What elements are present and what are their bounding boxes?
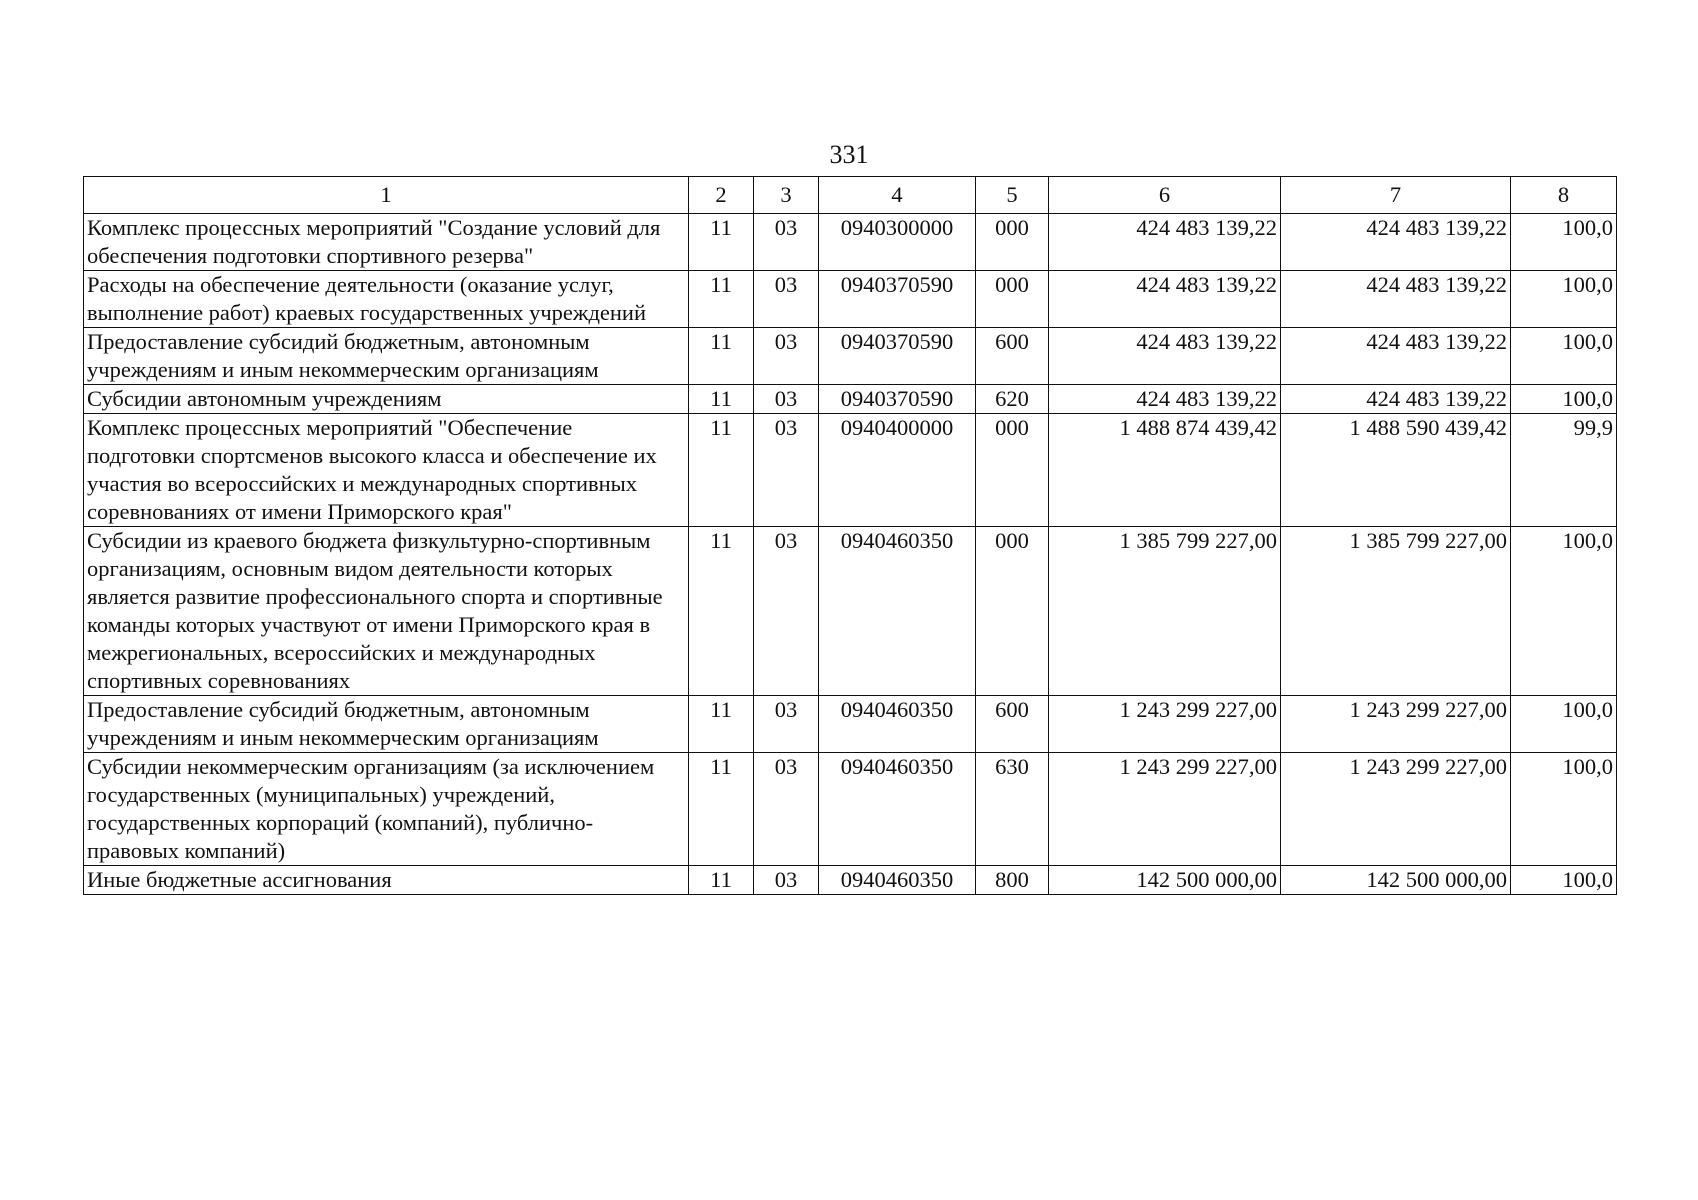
approved-amount-cell: 1 243 299 227,00 [1049,753,1281,866]
subsection-code-cell: 03 [754,328,819,385]
section-code-cell: 11 [689,328,754,385]
target-article-cell: 0940400000 [819,414,976,527]
expense-type-cell: 000 [976,414,1049,527]
table-row [84,696,1617,753]
expense-name-cell: Комплекс процессных мероприятий "Обеспечение подготовки спортсменов высокого класса и обеспечение их участия во всероссийских и международных спортивных соревнованиях от имени Приморского края" [84,414,689,527]
expense-type-cell: 000 [976,527,1049,696]
approved-amount-cell: 424 483 139,22 [1049,214,1281,271]
executed-amount-cell: 424 483 139,22 [1281,214,1511,271]
expense-type-cell: 600 [976,696,1049,753]
table-row [84,328,1617,385]
executed-amount-cell: 424 483 139,22 [1281,328,1511,385]
expense-type-cell: 800 [976,866,1049,895]
execution-percent-cell: 100,0 [1511,214,1617,271]
column-header: 2 [689,177,754,214]
table-row [84,753,1617,866]
expense-name-cell: Предоставление субсидий бюджетным, автономным учреждениям и иным некоммерческим организациям [84,696,689,753]
target-article-cell: 0940370590 [819,271,976,328]
column-header: 8 [1511,177,1617,214]
executed-amount-cell: 1 243 299 227,00 [1281,753,1511,866]
executed-amount-cell: 142 500 000,00 [1281,866,1511,895]
execution-percent-cell: 100,0 [1511,271,1617,328]
executed-amount-cell: 424 483 139,22 [1281,271,1511,328]
approved-amount-cell: 1 243 299 227,00 [1049,696,1281,753]
expense-name-cell: Предоставление субсидий бюджетным, автономным учреждениям и иным некоммерческим организациям [84,328,689,385]
section-code-cell: 11 [689,385,754,414]
target-article-cell: 0940460350 [819,866,976,895]
table-row [84,385,1617,414]
table-header-row [84,177,1617,214]
target-article-cell: 0940460350 [819,696,976,753]
expense-name-cell: Комплекс процессных мероприятий "Создание условий для обеспечения подготовки спортивного резерва" [84,214,689,271]
approved-amount-cell: 424 483 139,22 [1049,271,1281,328]
subsection-code-cell: 03 [754,753,819,866]
subsection-code-cell: 03 [754,696,819,753]
expense-type-cell: 620 [976,385,1049,414]
executed-amount-cell: 1 243 299 227,00 [1281,696,1511,753]
expense-name-cell: Иные бюджетные ассигнования [84,866,689,895]
executed-amount-cell: 1 385 799 227,00 [1281,527,1511,696]
section-code-cell: 11 [689,753,754,866]
execution-percent-cell: 100,0 [1511,696,1617,753]
target-article-cell: 0940370590 [819,385,976,414]
executed-amount-cell: 1 488 590 439,42 [1281,414,1511,527]
target-article-cell: 0940460350 [819,527,976,696]
column-header: 6 [1049,177,1281,214]
expense-type-cell: 630 [976,753,1049,866]
subsection-code-cell: 03 [754,866,819,895]
subsection-code-cell: 03 [754,214,819,271]
table-row [84,271,1617,328]
subsection-code-cell: 03 [754,414,819,527]
section-code-cell: 11 [689,214,754,271]
expense-name-cell: Субсидии из краевого бюджета физкультурно-спортивным организациям, основным видом деятельности которых является развитие профессионального спорта и спортивные команды которых участвуют от имени Приморского края в межрегиональных, всероссийских и международных спортивных соревнованиях [84,527,689,696]
table-row [84,866,1617,895]
section-code-cell: 11 [689,696,754,753]
target-article-cell: 0940460350 [819,753,976,866]
subsection-code-cell: 03 [754,385,819,414]
execution-percent-cell: 100,0 [1511,866,1617,895]
subsection-code-cell: 03 [754,527,819,696]
subsection-code-cell: 03 [754,271,819,328]
execution-percent-cell: 100,0 [1511,385,1617,414]
column-header: 1 [84,177,689,214]
executed-amount-cell: 424 483 139,22 [1281,385,1511,414]
execution-percent-cell: 100,0 [1511,527,1617,696]
column-header: 7 [1281,177,1511,214]
column-header: 5 [976,177,1049,214]
section-code-cell: 11 [689,271,754,328]
approved-amount-cell: 1 488 874 439,42 [1049,414,1281,527]
budget-table [83,176,1617,895]
expense-name-cell: Расходы на обеспечение деятельности (оказание услуг, выполнение работ) краевых государственных учреждений [84,271,689,328]
target-article-cell: 0940300000 [819,214,976,271]
expense-type-cell: 600 [976,328,1049,385]
table-row [84,214,1617,271]
target-article-cell: 0940370590 [819,328,976,385]
approved-amount-cell: 424 483 139,22 [1049,385,1281,414]
execution-percent-cell: 100,0 [1511,753,1617,866]
section-code-cell: 11 [689,414,754,527]
table-row [84,414,1617,527]
page-number: 331 [829,140,869,169]
expense-name-cell: Субсидии некоммерческим организациям (за исключением государственных (муниципальных) учреждений, государственных корпораций (компаний), публично-правовых компаний) [84,753,689,866]
execution-percent-cell: 99,9 [1511,414,1617,527]
expense-type-cell: 000 [976,271,1049,328]
table-row [84,527,1617,696]
approved-amount-cell: 142 500 000,00 [1049,866,1281,895]
column-header: 4 [819,177,976,214]
column-header: 3 [754,177,819,214]
execution-percent-cell: 100,0 [1511,328,1617,385]
section-code-cell: 11 [689,527,754,696]
approved-amount-cell: 1 385 799 227,00 [1049,527,1281,696]
expense-name-cell: Субсидии автономным учреждениям [84,385,689,414]
expense-type-cell: 000 [976,214,1049,271]
section-code-cell: 11 [689,866,754,895]
approved-amount-cell: 424 483 139,22 [1049,328,1281,385]
